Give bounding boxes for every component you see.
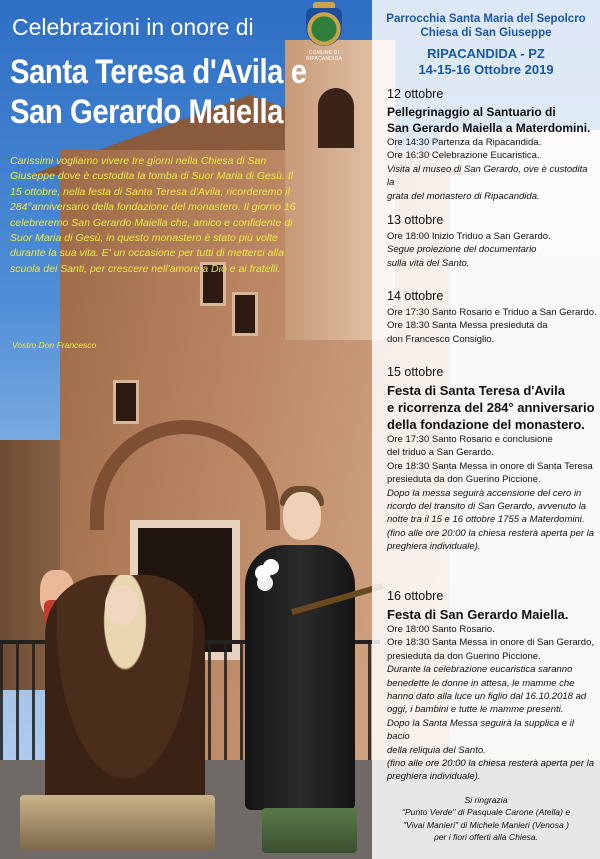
day-line: Ore 18:30 Santa Messa presieduta da [387,320,548,332]
lily-flowers [255,565,271,581]
day-line: Dopo la Santa Messa seguirà la supplica e il bacio [387,717,574,743]
day-line: grata del monastero di Ripacandida. [387,190,540,202]
day-line: don Francesco Consiglio. [387,333,495,345]
day-line: sulla vita del Santo. [387,257,470,269]
day-line: Ore 18:30 Santa Messa in onore di San Gerardo, [387,637,595,649]
main-title-line: Santa Teresa d'Avila e [10,53,307,91]
day-title: e ricorrenza del 284° anniversario [387,400,595,415]
day-line: Ore 18:30 Santa Messa in onore di Santa Teresa [387,460,593,472]
thanks-line: Si ringrazia [464,795,508,805]
day-line: ricordo del transito di San Gerardo, avvenuto la [387,501,587,513]
day-block [387,588,597,784]
day-line: oggi, i bambini e tutte le mamme presenti. [387,704,564,716]
signature: Vostro Don Francesco [12,340,97,350]
day-line: Segue proiezione del documentario [387,244,537,256]
day-line: (fino alle ore 20:00 la chiesa resterà aperta per la [387,758,595,770]
day-date: 14 ottobre [387,289,444,303]
thanks-note [378,794,594,844]
santa-teresa-face [105,585,139,625]
day-block [387,288,597,346]
san-gerardo-pedestal [262,808,357,853]
day-line: notte tra il 15 e 16 ottobre 1755 a Materdomini. [387,514,585,526]
thanks-line: per i fiori offerti alla Chiesa. [433,832,539,843]
day-block [387,364,597,554]
day-line: (fino alle ore 20:00 la chiesa resterà aperta per la [387,527,595,539]
municipal-emblem-icon [306,8,342,46]
church-name: Chiesa di San Giuseppe [420,27,552,39]
day-line: del triduo a San Gerardo. [387,447,494,459]
event-dates: 14-15-16 Ottobre 2019 [418,62,554,77]
day-line: benedette le donne in attesa, le mamme che [387,677,575,689]
place: RIPACANDIDA - PZ [427,46,545,61]
day-line: Ore 18:00 Inizio Triduo a San Gerardo. [387,231,551,242]
day-line: Ore 18:00 Santo Rosario. [387,624,495,635]
day-block [387,212,597,270]
church-window [232,292,258,336]
intro-message: Carissimi vogliamo vivere tre giorni nella Chiesa di San Giuseppe dove è custodita la tomba di Suor Maria di Gesù. Il 15 ottobre, nella festa di Santa Teresa d'Avila, ricorderemo il 284°anniversario della fondazione del monastero. Il giorno 16 celebreremo San Gerardo Maiella che, amico e confidente di Suor Maria di Gesù, in questo monastero è stato più volte durante la sua vita. E' un occasione per tutti di metterci alla scuola dei Santi, per crescere nell'amore a Dio e ai fratelli. [10,155,296,275]
day-line: preghiera individuale). [387,771,481,783]
day-block [387,86,597,203]
san-gerardo-face [283,492,321,540]
day-title: della fondazione del monastero. [387,417,585,432]
day-date: 16 ottobre [387,589,444,603]
day-line: Ore 14:30 Partenza da Ripacandida. [387,137,542,148]
header-kicker: Celebrazioni in onore di [12,14,254,40]
day-line: presieduta da don Guerino Piccione. [387,650,541,662]
day-date: 12 ottobre [387,87,444,101]
day-title: Festa di San Gerardo Maiella. [387,607,569,622]
day-line: della reliquia del Santo. [387,744,486,756]
day-line: Dopo la messa seguirà accensione del cero in [387,487,582,499]
day-line: presieduta da don Guerino Piccione. [387,474,541,486]
day-title: San Gerardo Maiella a Materdomini. [387,121,591,135]
place-and-dates [372,46,600,78]
day-title: Pellegrinaggio al Santuario di [387,105,556,119]
thanks-line: "Punto Verde" di Pasquale Carone (Atella) e [401,807,571,818]
day-date: 15 ottobre [387,365,444,379]
day-line: preghiera individuale). [387,541,481,553]
parish-name: Parrocchia Santa Maria del Sepolcro [386,13,586,25]
emblem-caption: COMUNE DI RIPACANDIDA [305,50,342,62]
main-title-line: San Gerardo Maiella [10,93,283,131]
day-line: Visita al museo di San Gerardo, ove è custodita la [387,163,588,189]
day-date: 13 ottobre [387,213,444,227]
day-line: Durante la celebrazione eucaristica saranno [387,664,573,676]
santa-teresa-pedestal [20,795,215,850]
day-title: Festa di Santa Teresa d'Avila [387,383,565,398]
san-gerardo-statue [245,545,355,810]
main-title [10,52,328,132]
day-line: Ore 16:30 Celebrazione Eucaristica. [387,150,540,162]
day-line: Ore 17:30 Santo Rosario e conclusione [387,434,553,445]
day-line: hanno dato alla luce un figlio dal 16.10.2018 ad [387,691,587,703]
church-window [113,380,139,424]
thanks-line: "Vivai Manieri" di Michele Manieri (Venosa ) [402,819,570,830]
parish-info [372,12,600,40]
day-line: Ore 17:30 Santo Rosario e Triduo a San Gerardo. [387,307,597,318]
